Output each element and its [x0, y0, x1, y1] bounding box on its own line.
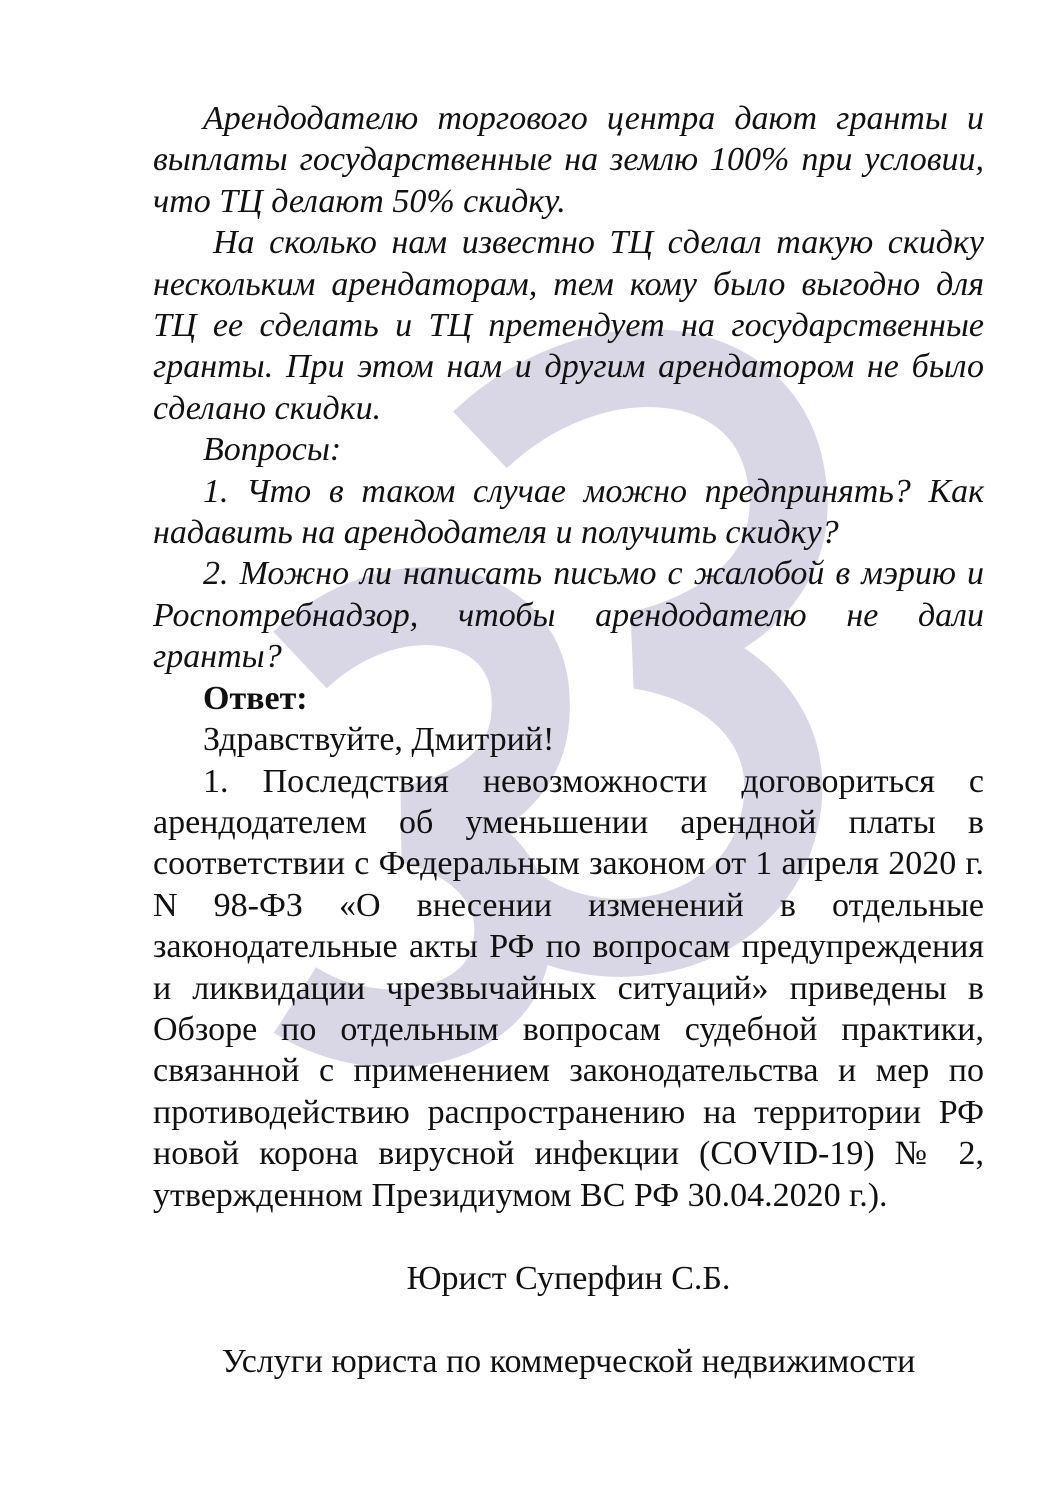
services-link[interactable]: Услуги юриста по коммерческой недвижимости — [221, 1343, 916, 1381]
questions-label: Вопросы: — [203, 431, 342, 469]
lawyer-signature: Юрист Суперфин С.Б. — [406, 1259, 731, 1297]
question-item: 1. Что в таком случае можно предпринять? Как надавить на арендодателя и получить скидку? — [153, 472, 984, 552]
answer-body: 1. Последствия невозможности договориться с арендодателем об уменьшении арендной платы в соответствии с Федеральным законом от 1 апреля 2020 г. N 98-ФЗ «О внесении изменений в отдельные законодательные акты РФ по вопросам предупреждения и ликвидации чрезвычайных ситуаций» приведены в Обзоре по отдельным вопросам судебной практики, связанной с применением законодательства и мер по противодействию распространению на территории РФ новой корона вирусной инфекции (COVID-19) № 2, утвержденном Президиумом ВС РФ 30.04.2020 г.). — [153, 762, 984, 1214]
question-paragraph: На сколько нам известно ТЦ сделал такую скидку нескольким арендаторам, тем кому было выгодно для ТЦ ее сделать и ТЦ претендует на государственные гранты. При этом нам и другим арендатором не было сделано скидки. — [153, 224, 984, 427]
question-item: 2. Можно ли написать письмо с жалобой в мэрию и Роспотребнадзор, чтобы арендодателю не дали гранты? — [153, 555, 984, 676]
question-paragraph: Арендодателю торгового центра дают гранты и выплаты государственные на землю 100% при условии, что ТЦ делают 50% скидку. — [153, 100, 984, 220]
answer-greeting: Здравствуйте, Дмитрий! — [203, 721, 555, 759]
document-page — [153, 98, 984, 1383]
answer-heading: Ответ: — [203, 679, 308, 717]
